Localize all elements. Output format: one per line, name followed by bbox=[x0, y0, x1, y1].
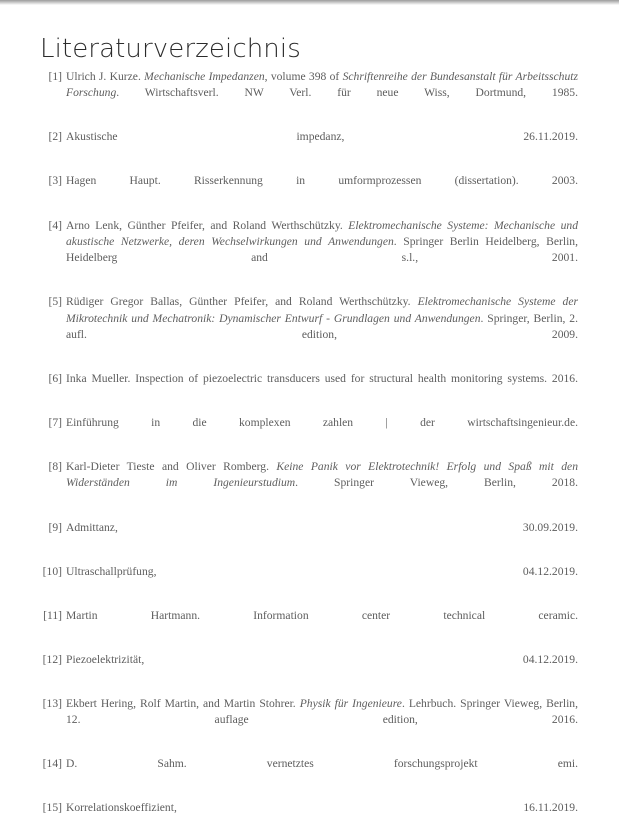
bibliography-entry-label: [15] bbox=[42, 801, 62, 815]
bibliography-text-run: . Springer Berlin Heidelberg, Berlin, Heidelberg and s.l., 2001. bbox=[66, 234, 578, 265]
bibliography-text-run: Martin Hartmann. Information center technical ceramic. bbox=[66, 608, 578, 622]
bibliography-entry bbox=[40, 652, 578, 685]
bibliography-title-italic: Elektromechanische Systeme: Mechanische und akustische Netzwerke, deren Wechselwirkungen und Anwendungen bbox=[66, 218, 578, 248]
bibliography-entry-label: [6] bbox=[48, 371, 62, 385]
bibliography-entry bbox=[40, 69, 578, 118]
bibliography-text-run: Inka Mueller. Inspection of piezoelectric transducers used for structural health monitoring systems. 2016. bbox=[66, 371, 578, 385]
bibliography-text-run: Rüdiger Gregor Ballas, Günther Pfeifer, and Roland Werthschützky. bbox=[66, 295, 418, 309]
bibliography-entry-text bbox=[66, 696, 578, 745]
bibliography-text-run: Hagen Haupt. Risserkennung in umformprozessen (dissertation). 2003. bbox=[66, 174, 578, 188]
bibliography-entry-text bbox=[66, 69, 578, 118]
bibliography-entry-text bbox=[66, 608, 578, 641]
bibliography-entry-label: [9] bbox=[48, 520, 62, 534]
bibliography-entry bbox=[40, 800, 578, 833]
bibliography-text-run: . Springer, Berlin, 2. aufl. edition, 2009. bbox=[66, 311, 579, 341]
bibliography-entry-label: [14] bbox=[42, 757, 62, 771]
bibliography-entry bbox=[40, 218, 578, 283]
document-page bbox=[0, 5, 619, 815]
bibliography-entry-text bbox=[66, 371, 578, 404]
bibliography-entry-text bbox=[66, 520, 578, 553]
bibliography-entry-label: [2] bbox=[48, 130, 62, 144]
bibliography-entry-label: [1] bbox=[48, 70, 62, 83]
bibliography-entry bbox=[40, 520, 578, 553]
bibliography-entry bbox=[40, 756, 578, 789]
bibliography-text-run: Ultraschallprüfung, 04.12.2019. bbox=[66, 564, 578, 578]
bibliography-entry bbox=[40, 173, 578, 206]
bibliography-entry-label: [10] bbox=[42, 564, 62, 578]
bibliography-entry-label: [5] bbox=[48, 295, 62, 309]
bibliography-entry bbox=[40, 696, 578, 745]
bibliography-title-italic: Keine Panik vor Elektrotechnik! Erfolg und Spaß mit den Widerständen im Ingenieurstudium bbox=[66, 460, 578, 490]
bibliography-text-run: Piezoelektrizität, 04.12.2019. bbox=[66, 652, 578, 666]
bibliography-title-italic: Mechanische Impedanzen bbox=[144, 70, 265, 83]
bibliography-entry bbox=[40, 415, 578, 448]
bibliography-text-run: Admittanz, 30.09.2019. bbox=[66, 520, 578, 534]
bibliography-entry-label: [11] bbox=[43, 608, 62, 622]
bibliography-entry-label: [7] bbox=[48, 416, 62, 430]
bibliography-text-run: Korrelationskoeffizient, 16.11.2019. bbox=[66, 801, 578, 815]
bibliography-entry-label: [12] bbox=[42, 652, 62, 666]
bibliography-entry-text bbox=[66, 756, 578, 789]
bibliography-entry-text bbox=[66, 800, 578, 833]
bibliography-entry-text bbox=[66, 218, 578, 283]
bibliography-entry-text bbox=[66, 415, 578, 448]
bibliography-text-run: Ekbert Hering, Rolf Martin, and Martin Stohrer. bbox=[66, 696, 300, 710]
bibliography-text-run: . Wirtschaftsverl. NW Verl. für neue Wiss, Dortmund, 1985. bbox=[116, 86, 578, 100]
bibliography-entry-label: [8] bbox=[48, 460, 62, 474]
bibliography-entry-text bbox=[66, 294, 578, 359]
bibliography-entry-text bbox=[66, 459, 578, 508]
bibliography-title-italic: Elektromechanische Systeme der Mikrotechnik und Mechatronik: Dynamischer Entwurf - Grundlagen und Anwendungen bbox=[66, 295, 578, 325]
bibliography-entry bbox=[40, 459, 578, 508]
bibliography-entry-text bbox=[66, 129, 578, 162]
bibliography-title-italic: Schriftenreihe der Bundesanstalt für Arbeitsschutz Forschung bbox=[66, 70, 578, 100]
bibliography-title-italic: Physik für Ingenieure bbox=[299, 696, 402, 710]
bibliography-entry-text bbox=[66, 564, 578, 597]
bibliography-entry bbox=[40, 564, 578, 597]
bibliography-entry-label: [3] bbox=[48, 174, 62, 188]
bibliography-text-run: . Springer Vieweg, Berlin, 2018. bbox=[295, 476, 578, 490]
bibliography-list bbox=[40, 69, 578, 833]
bibliography-text-run: D. Sahm. vernetztes forschungsprojekt emi. bbox=[66, 757, 578, 771]
bibliography-text-run: Ulrich J. Kurze. bbox=[66, 70, 145, 83]
bibliography-text-run: , volume 398 of bbox=[264, 70, 343, 83]
bibliography-text-run: Karl-Dieter Tieste and Oliver Romberg. bbox=[66, 460, 277, 474]
bibliography-text-run: . Lehrbuch. Springer Vieweg, Berlin, 12. auflage edition, 2016. bbox=[66, 696, 578, 727]
bibliography-entry-label: [13] bbox=[42, 696, 62, 710]
page-title: Literaturverzeichnis bbox=[40, 34, 301, 65]
bibliography-entry-label: [4] bbox=[48, 218, 62, 232]
bibliography-entry bbox=[40, 294, 578, 359]
bibliography-entry-text bbox=[66, 173, 578, 206]
bibliography-text-run: Akustische impedanz, 26.11.2019. bbox=[66, 130, 578, 144]
bibliography-entry bbox=[40, 129, 578, 162]
bibliography-entry bbox=[40, 608, 578, 641]
bibliography-entry-text bbox=[66, 652, 578, 685]
bibliography-text-run: Einführung in die komplexen zahlen | der wirtschaftsingenieur.de. bbox=[66, 416, 578, 430]
bibliography-entry bbox=[40, 371, 578, 404]
bibliography-text-run: Arno Lenk, Günther Pfeifer, and Roland Werthschützky. bbox=[66, 218, 349, 232]
